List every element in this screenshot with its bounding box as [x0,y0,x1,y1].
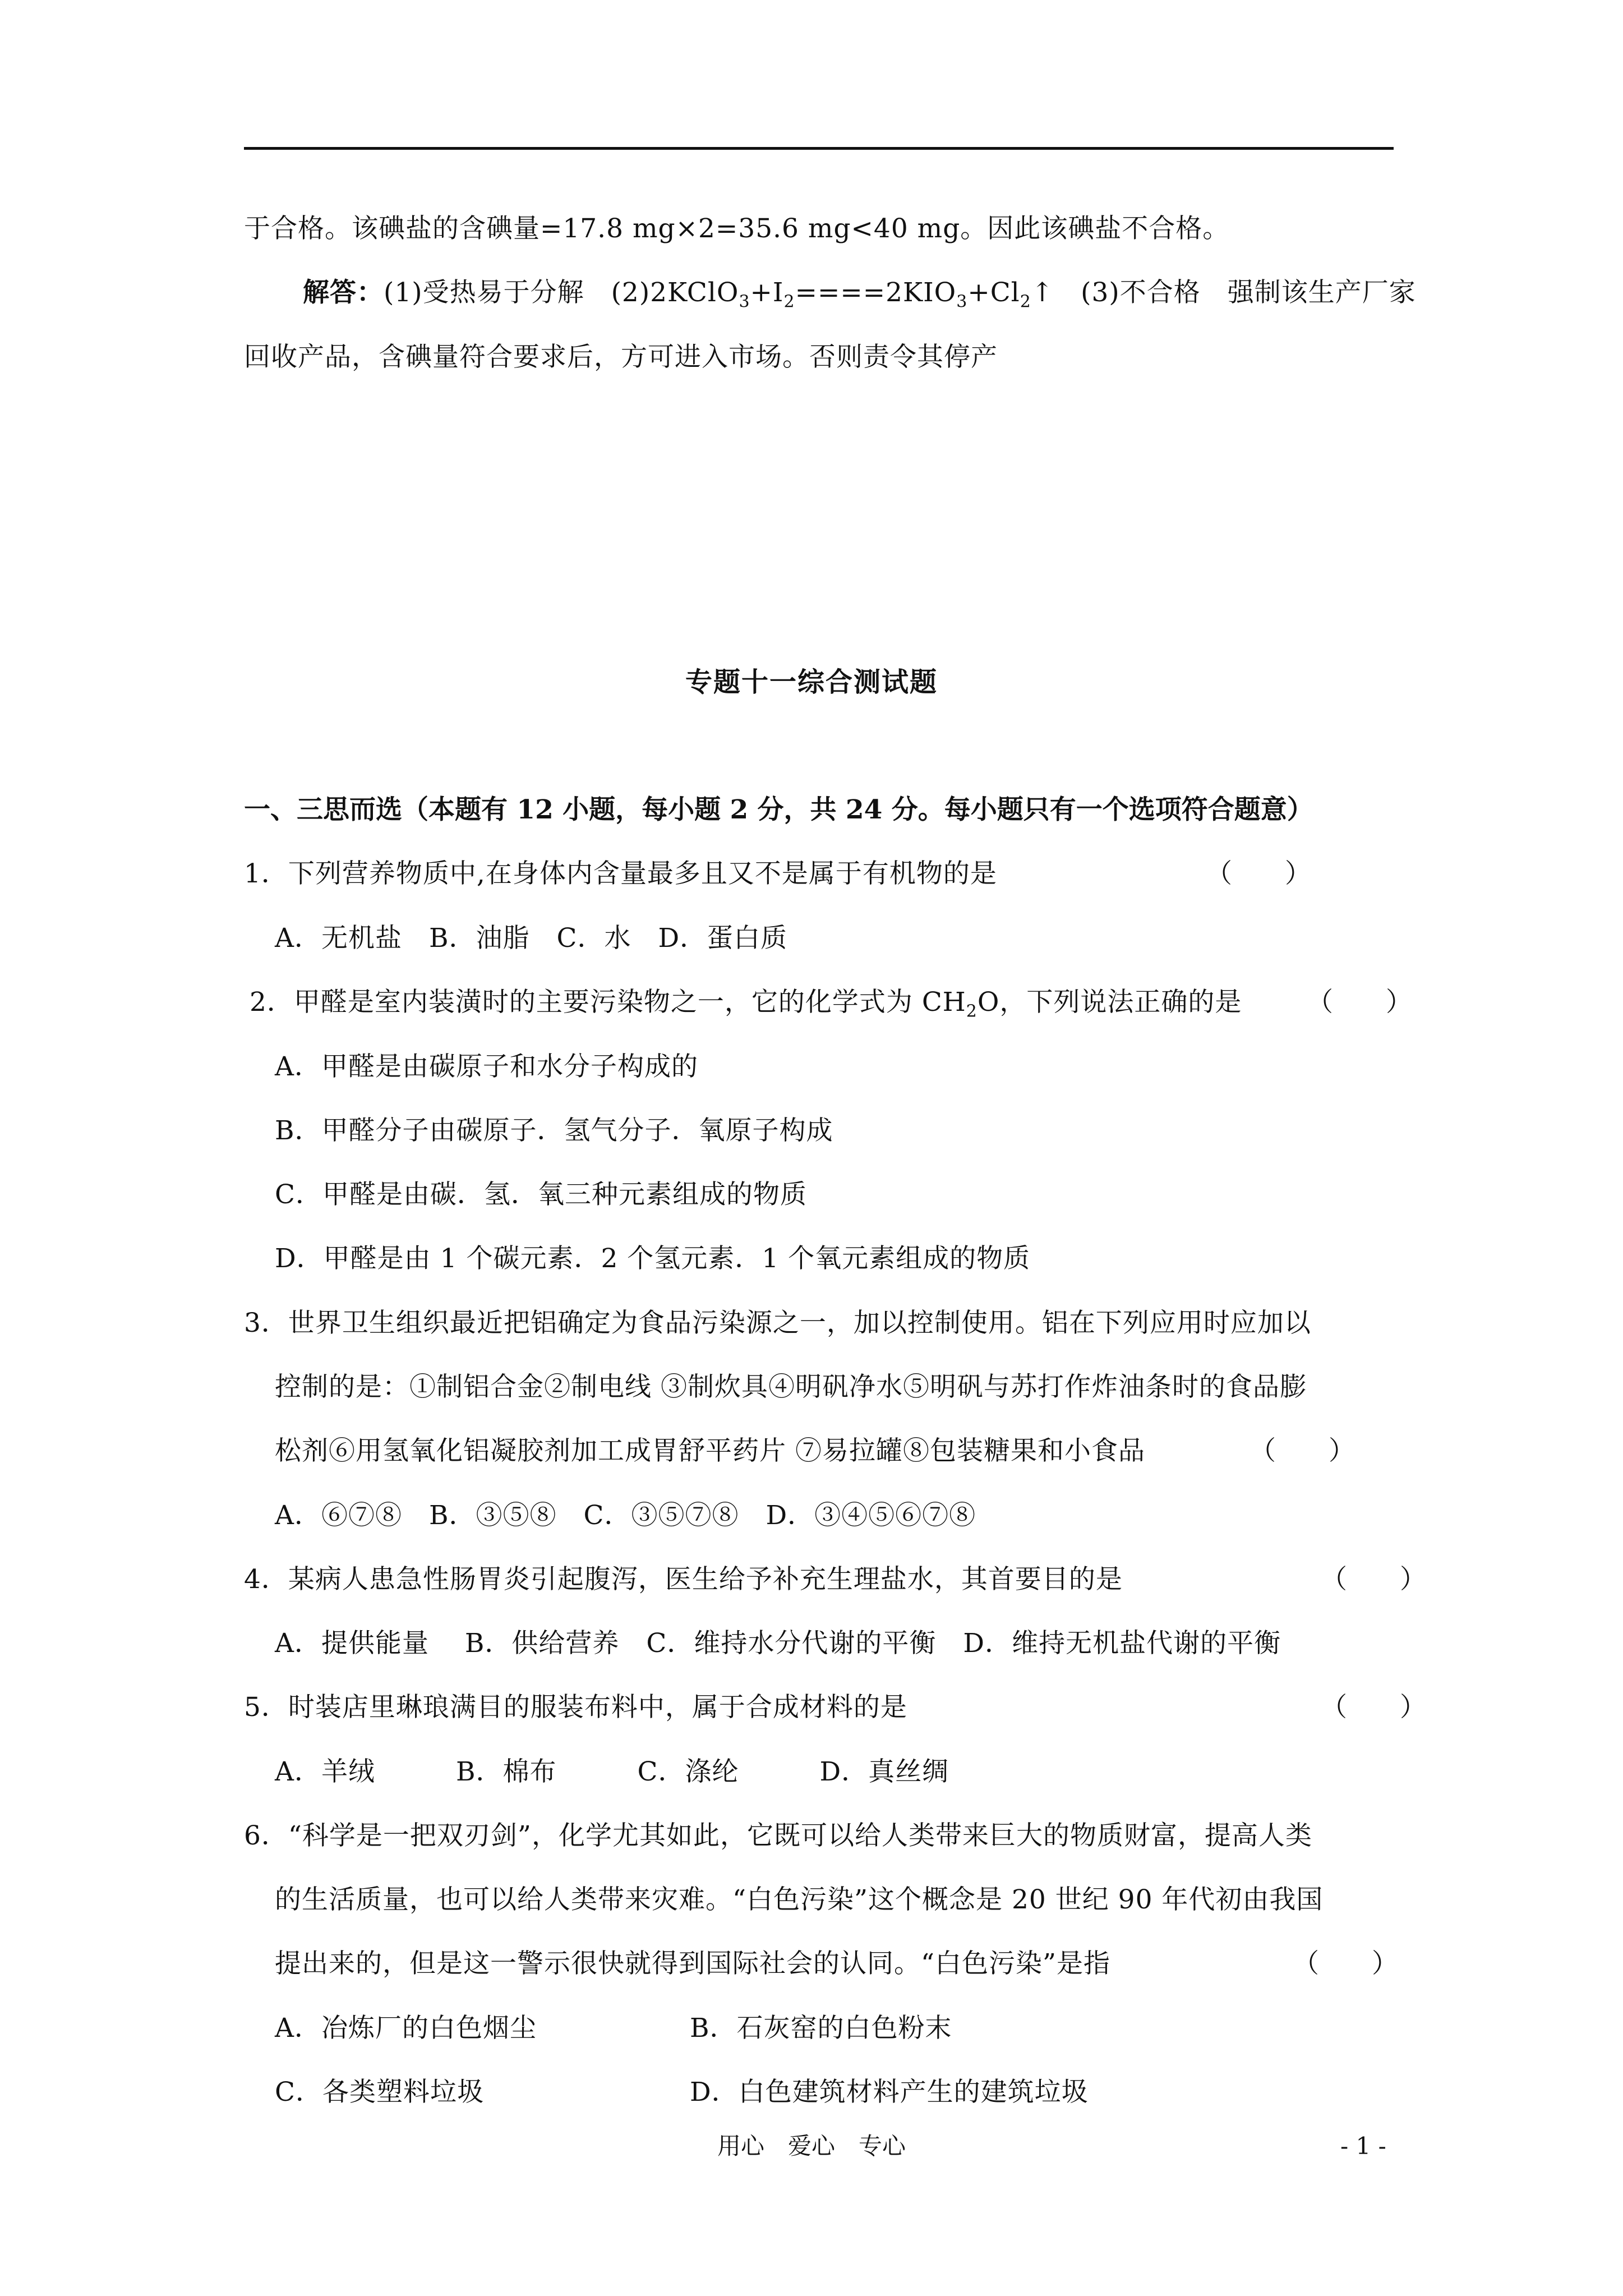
answer-blank: （ ） [1307,987,1412,1018]
question-2-option-a: A．甲醛是由碳原子和水分子构成的 [275,1051,698,1082]
question-6-option-c: C．各类塑料垃圾 [275,2077,484,2108]
question-6-stem-line-2: 的生活质量，也可以给人类带来灾难。“白色污染”这个概念是 20 世纪 90 年代初由我国 [275,1884,1324,1915]
question-5-options: A．羊绒 B．棉布 C．涤纶 D．真丝绸 [275,1756,949,1787]
subscript: 2 [1020,292,1031,312]
section-heading: 一、三思而选（本题有 12 小题，每小题 2 分，共 24 分。每小题只有一个选项符合题意） [244,794,1313,825]
question-6-option-a: A．冶炼厂的白色烟尘 [275,2013,537,2044]
answer-blank: （ ） [1249,1435,1355,1466]
question-6-option-d: D．白色建筑材料产生的建筑垃圾 [690,2077,1089,2108]
page-title: 专题十一综合测试题 [685,666,938,698]
question-6-stem-line-3: 提出来的，但是这一警示很快就得到国际社会的认同。“白色污染”是指 [275,1948,1111,1979]
question-1-stem: 1．下列营养物质中,在身体内含量最多且又不是属于有机物的是 [244,858,997,889]
subscript: 3 [739,292,750,312]
question-4-options: A．提供能量 B．供给营养 C．维持水分代谢的平衡 D．维持无机盐代谢的平衡 [275,1628,1281,1659]
subscript: 3 [956,292,968,312]
answer-text: (1)受热易于分解 (2)2KClO [384,277,739,308]
answer-blank: （ ） [1321,1692,1426,1723]
question-3-stem-line-2: 控制的是：①制铝合金②制电线 ③制炊具④明矾净水⑤明矾与苏打作炸油条时的食品膨 [275,1372,1307,1402]
question-4-stem: 4．某病人患急性肠胃炎引起腹泻，医生给予补充生理盐水，其首要目的是 [244,1564,1123,1595]
answer-blank: （ ） [1321,1564,1426,1595]
answer-text: ====2KIO [795,277,957,308]
answer-text: ↑ (3)不合格 强制该生产厂家 [1031,277,1416,308]
answer-text: +Cl [967,277,1020,308]
question-2-option-c: C．甲醛是由碳．氢．氧三种元素组成的物质 [275,1179,807,1210]
question-3-stem-line-3: 松剂⑥用氢氧化铝凝胶剂加工成胃舒平药片 ⑦易拉罐⑧包装糖果和小食品 [275,1435,1145,1466]
question-6-stem-line-1: 6．“科学是一把双刃剑”，化学尤其如此，它既可以给人类带来巨大的物质财富，提高人类 [244,1820,1312,1851]
question-3-options: A．⑥⑦⑧ B．③⑤⑧ C．③⑤⑦⑧ D．③④⑤⑥⑦⑧ [275,1500,976,1531]
stem-text: O，下列说法正确的是 [977,987,1242,1018]
question-2-option-d: D．甲醛是由 1 个碳元素．2 个氢元素．1 个氧元素组成的物质 [275,1243,1031,1274]
question-1-options: A．无机盐 B．油脂 C．水 D．蛋白质 [275,923,788,954]
question-6-option-b: B．石灰窑的白色粉末 [690,2013,952,2044]
page-number: - 1 - [1340,2132,1386,2160]
question-3-stem-line-1: 3．世界卫生组织最近把铝确定为食品污染源之一，加以控制使用。铝在下列应用时应加以 [244,1308,1311,1338]
question-2-option-b: B．甲醛分子由碳原子．氢气分子．氧原子构成 [275,1115,833,1146]
question-2-stem [250,986,1242,1022]
answer-line-1 [303,276,1416,310]
answer-label: 解答： [303,277,384,308]
subscript: 2 [783,292,795,312]
answer-text: +I [750,277,784,308]
stem-text: 2．甲醛是室内装潢时的主要污染物之一，它的化学式为 CH [250,987,966,1018]
footer-motto: 用心 爱心 专心 [717,2132,906,2160]
question-5-stem: 5．时装店里琳琅满目的服装布料中，属于合成材料的是 [244,1692,907,1723]
answer-blank: （ ） [1293,1948,1398,1979]
answer-line-2: 回收产品，含碘量符合要求后，方可进入市场。否则责令其停产 [244,342,998,372]
subscript: 2 [966,1001,978,1022]
header-rule [244,147,1394,150]
solution-continuation-line: 于合格。该碘盐的含碘量=17.8 mg×2=35.6 mg<40 mg。因此该碘盐不合格。 [244,213,1230,244]
answer-blank: （ ） [1206,858,1311,889]
